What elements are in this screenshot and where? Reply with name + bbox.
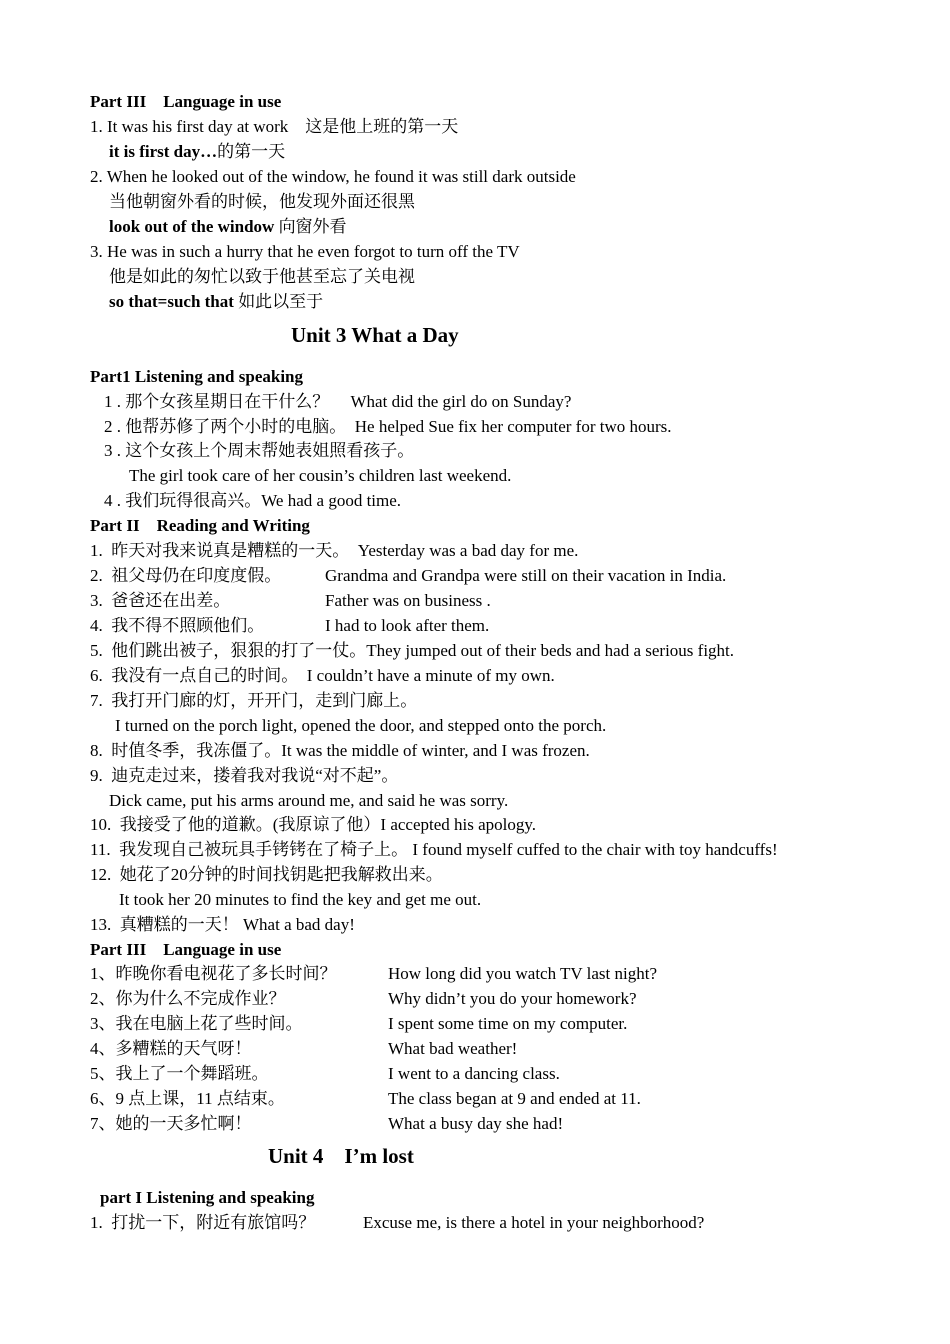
list-item: 8. 时值冬季，我冻僵了。It was the middle of winter, and I was frozen. [90,741,590,760]
list-item: 1. 昨天对我来说真是糟糕的一天。 Yesterday was a bad day for me. [90,541,579,560]
list-item-english: Excuse me, is there a hotel in your neighborhood? [363,1213,705,1232]
section-heading-listening: Part1 Listening and speaking [90,367,304,386]
list-item: 3. 爸爸还在出差。 [90,591,231,610]
list-item: 7. 我打开门廊的灯，开开门，走到门廊上。 [90,691,418,710]
note-keyword: it is first day… [109,142,218,161]
list-item-english: How long did you watch TV last night? [388,964,657,983]
section-heading-reading: Part II Reading and Writing [90,516,310,535]
list-item-chinese: 5、我上了一个舞蹈班。 [90,1064,269,1083]
list-item: 9. 迪克走过来，搂着我对我说“对不起”。 [90,766,399,785]
unit-title: Unit 4 I’m lost [268,1144,414,1168]
note-keyword: so that=such that [109,292,234,311]
list-item-translation: The girl took care of her cousin’s children last weekend. [129,466,512,485]
note-line [109,290,323,314]
unit-title: Unit 3 What a Day [291,323,459,347]
list-item-english: Grandma and Grandpa were still on their vacation in India. [325,566,727,585]
sentence-line: 3. He was in such a hurry that he even forgot to turn off the TV [90,242,520,261]
list-item: 4 . 我们玩得很高兴。We had a good time. [104,491,402,510]
list-item-chinese: 1. 打扰一下，附近有旅馆吗？ [90,1213,316,1232]
translation-line: 当他朝窗外看的时候，他发现外面还很黑 [109,192,415,211]
list-item-english: What bad weather! [388,1039,518,1058]
list-item-english: Why didn’t you do your homework? [388,989,637,1008]
note-line [109,215,347,239]
list-item-english: The class began at 9 and ended at 11. [388,1089,641,1108]
note-keyword: look out of the window [109,217,275,236]
section-heading-language-in-use: Part III Language in use [90,92,282,111]
list-item: 2. 祖父母仍在印度度假。 [90,566,282,585]
list-item-english: What a busy day she had! [388,1114,564,1133]
list-item-chinese: 6、9 点上课，11 点结束。 [90,1089,285,1108]
list-item: 5. 他们跳出被子，狠狠的打了一仗。They jumped out of their beds and had a serious fight. [90,641,735,660]
sentence-line: 2. When he looked out of the window, he found it was still dark outside [90,167,576,186]
section-heading-listening: part I Listening and speaking [100,1188,315,1207]
list-item: 11. 我发现自己被玩具手铐铐在了椅子上。 I found myself cuffed to the chair with toy handcuffs! [90,840,778,859]
list-item-chinese: 2、你为什么不完成作业？ [90,989,286,1008]
list-item-chinese: 7、她的一天多忙啊！ [90,1114,252,1133]
note-meaning: 向窗外看 [274,217,347,236]
list-item: 12. 她花了20分钟的时间找钥匙把我解救出来。 [90,865,443,884]
list-item-chinese: 4、多糟糕的天气呀！ [90,1039,252,1058]
list-item-chinese: 3、我在电脑上花了些时间。 [90,1014,303,1033]
list-item-translation: I turned on the porch light, opened the door, and stepped onto the porch. [115,716,607,735]
list-item: 1 . 那个女孩星期日在干什么？ What did the girl do on Sunday? [104,392,572,411]
list-item: 13. 真糟糕的一天！ What a bad day! [90,915,355,934]
note-line [109,140,285,164]
list-item-chinese: 1、昨晚你看电视花了多长时间？ [90,964,337,983]
section-heading-language-in-use: Part III Language in use [90,940,282,959]
list-item-english: Father was on business . [325,591,491,610]
list-item: 4. 我不得不照顾他们。 [90,616,265,635]
note-meaning: 的第一天 [217,142,286,161]
list-item-translation: It took her 20 minutes to find the key and get me out. [119,890,482,909]
list-item-english: I went to a dancing class. [388,1064,560,1083]
list-item: 10. 我接受了他的道歉。(我原谅了他）I accepted his apology. [90,815,537,834]
list-item: 2 . 他帮苏修了两个小时的电脑。 He helped Sue fix her computer for two hours. [104,417,672,436]
list-item-english: I had to look after them. [325,616,490,635]
list-item: 6. 我没有一点自己的时间。 I couldn’t have a minute of my own. [90,666,555,685]
list-item-english: I spent some time on my computer. [388,1014,628,1033]
sentence-line: 1. It was his first day at work 这是他上班的第一天 [90,117,459,136]
list-item-translation: Dick came, put his arms around me, and said he was sorry. [109,791,509,810]
note-meaning: 如此以至于 [233,292,324,311]
translation-line: 他是如此的匆忙以致于他甚至忘了关电视 [109,267,415,286]
list-item: 3 . 这个女孩上个周末帮她表姐照看孩子。 [104,441,415,460]
